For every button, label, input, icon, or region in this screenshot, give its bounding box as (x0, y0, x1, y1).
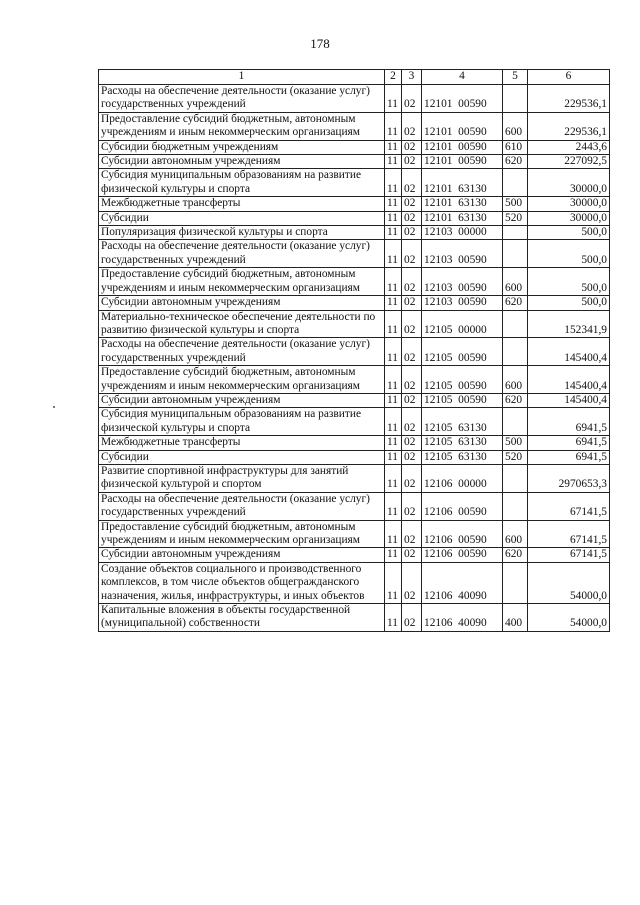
expense-name-cell: Субсидии автономным учреждениям (99, 393, 385, 407)
expense-name-cell: Субсидии (99, 211, 385, 225)
subsection-code-cell: 02 (402, 226, 422, 240)
section-code-cell: 11 (385, 155, 402, 169)
header-col-6: 6 (528, 70, 610, 85)
section-code-cell: 11 (385, 492, 402, 520)
table-row (99, 393, 610, 407)
budget-table (98, 69, 610, 632)
expense-name-cell: Субсидия муниципальным образованиям на развитие физической культуры и спорта (99, 408, 385, 436)
target-article-cell: 12101 00590 (422, 112, 503, 140)
amount-cell: 229536,1 (528, 85, 610, 113)
expense-type-cell (503, 169, 528, 197)
amount-cell: 30000,0 (528, 211, 610, 225)
subsection-code-cell: 02 (402, 112, 422, 140)
expense-name-cell: Предоставление субсидий бюджетным, автономным учреждениям и иным некоммерческим организациям (99, 366, 385, 394)
section-code-cell: 11 (385, 112, 402, 140)
amount-cell: 67141,5 (528, 548, 610, 562)
subsection-code-cell: 02 (402, 436, 422, 450)
expense-name-cell: Субсидии автономным учреждениям (99, 155, 385, 169)
table-header-row (99, 70, 610, 85)
amount-cell: 30000,0 (528, 169, 610, 197)
amount-cell: 2970653,3 (528, 464, 610, 492)
section-code-cell: 11 (385, 450, 402, 464)
expense-type-cell: 520 (503, 211, 528, 225)
subsection-code-cell: 02 (402, 548, 422, 562)
expense-type-cell: 620 (503, 155, 528, 169)
subsection-code-cell: 02 (402, 197, 422, 211)
expense-type-cell (503, 226, 528, 240)
subsection-code-cell: 02 (402, 520, 422, 548)
target-article-cell: 12106 40090 (422, 562, 503, 603)
section-code-cell: 11 (385, 393, 402, 407)
section-code-cell: 11 (385, 436, 402, 450)
table-row (99, 450, 610, 464)
table-row (99, 268, 610, 296)
subsection-code-cell: 02 (402, 296, 422, 310)
amount-cell: 30000,0 (528, 197, 610, 211)
subsection-code-cell: 02 (402, 393, 422, 407)
header-col-5: 5 (503, 70, 528, 85)
expense-type-cell (503, 408, 528, 436)
target-article-cell: 12105 63130 (422, 450, 503, 464)
subsection-code-cell: 02 (402, 408, 422, 436)
target-article-cell: 12106 00590 (422, 548, 503, 562)
subsection-code-cell: 02 (402, 338, 422, 366)
section-code-cell: 11 (385, 240, 402, 268)
section-code-cell: 11 (385, 140, 402, 154)
table-row (99, 155, 610, 169)
target-article-cell: 12105 63130 (422, 408, 503, 436)
table-row (99, 85, 610, 113)
section-code-cell: 11 (385, 310, 402, 338)
target-article-cell: 12101 63130 (422, 211, 503, 225)
table-row (99, 112, 610, 140)
subsection-code-cell: 02 (402, 268, 422, 296)
expense-type-cell (503, 85, 528, 113)
section-code-cell: 11 (385, 562, 402, 603)
expense-type-cell: 600 (503, 268, 528, 296)
expense-name-cell: Субсидии автономным учреждениям (99, 296, 385, 310)
subsection-code-cell: 02 (402, 310, 422, 338)
expense-type-cell: 600 (503, 112, 528, 140)
expense-type-cell: 500 (503, 436, 528, 450)
amount-cell: 54000,0 (528, 604, 610, 632)
expense-name-cell: Создание объектов социального и производственного комплексов, в том числе объектов общегражданского назначения, жилья, инфраструктуры, и иных объектов (99, 562, 385, 603)
expense-name-cell: Расходы на обеспечение деятельности (оказание услуг) государственных учреждений (99, 492, 385, 520)
section-code-cell: 11 (385, 408, 402, 436)
amount-cell: 2443,6 (528, 140, 610, 154)
amount-cell: 500,0 (528, 226, 610, 240)
expense-type-cell (503, 464, 528, 492)
section-code-cell: 11 (385, 197, 402, 211)
table-row (99, 338, 610, 366)
expense-name-cell: Субсидии (99, 450, 385, 464)
subsection-code-cell: 02 (402, 140, 422, 154)
target-article-cell: 12105 63130 (422, 436, 503, 450)
target-article-cell: 12101 63130 (422, 197, 503, 211)
subsection-code-cell: 02 (402, 211, 422, 225)
target-article-cell: 12106 00590 (422, 492, 503, 520)
table-row (99, 169, 610, 197)
section-code-cell: 11 (385, 548, 402, 562)
header-col-2: 2 (385, 70, 402, 85)
subsection-code-cell: 02 (402, 240, 422, 268)
table-row (99, 520, 610, 548)
table-row (99, 604, 610, 632)
expense-name-cell: Субсидия муниципальным образованиям на развитие физической культуры и спорта (99, 169, 385, 197)
amount-cell: 229536,1 (528, 112, 610, 140)
expense-name-cell: Межбюджетные трансферты (99, 436, 385, 450)
section-code-cell: 11 (385, 211, 402, 225)
amount-cell: 6941,5 (528, 436, 610, 450)
subsection-code-cell: 02 (402, 562, 422, 603)
section-code-cell: 11 (385, 268, 402, 296)
expense-name-cell: Развитие спортивной инфраструктуры для занятий физической культурой и спортом (99, 464, 385, 492)
subsection-code-cell: 02 (402, 85, 422, 113)
target-article-cell: 12105 00000 (422, 310, 503, 338)
expense-type-cell: 520 (503, 450, 528, 464)
target-article-cell: 12101 00590 (422, 85, 503, 113)
table-row (99, 310, 610, 338)
table-row (99, 548, 610, 562)
table-row (99, 366, 610, 394)
target-article-cell: 12105 00590 (422, 366, 503, 394)
expense-name-cell: Предоставление субсидий бюджетным, автономным учреждениям и иным некоммерческим организациям (99, 112, 385, 140)
subsection-code-cell: 02 (402, 604, 422, 632)
expense-type-cell: 620 (503, 296, 528, 310)
target-article-cell: 12103 00000 (422, 226, 503, 240)
target-article-cell: 12101 00590 (422, 155, 503, 169)
expense-type-cell: 400 (503, 604, 528, 632)
table-row (99, 226, 610, 240)
target-article-cell: 12103 00590 (422, 296, 503, 310)
table-row (99, 492, 610, 520)
expense-name-cell: Популяризация физической культуры и спорта (99, 226, 385, 240)
expense-type-cell: 600 (503, 366, 528, 394)
target-article-cell: 12105 00590 (422, 338, 503, 366)
target-article-cell: 12106 00000 (422, 464, 503, 492)
amount-cell: 500,0 (528, 240, 610, 268)
page-number: 178 (310, 36, 330, 51)
section-code-cell: 11 (385, 226, 402, 240)
section-code-cell: 11 (385, 296, 402, 310)
subsection-code-cell: 02 (402, 155, 422, 169)
table-row (99, 408, 610, 436)
expense-name-cell: Расходы на обеспечение деятельности (оказание услуг) государственных учреждений (99, 240, 385, 268)
amount-cell: 67141,5 (528, 520, 610, 548)
section-code-cell: 11 (385, 338, 402, 366)
expense-type-cell: 620 (503, 393, 528, 407)
target-article-cell: 12105 00590 (422, 393, 503, 407)
target-article-cell: 12101 00590 (422, 140, 503, 154)
expense-type-cell: 600 (503, 520, 528, 548)
expense-name-cell: Субсидии бюджетным учреждениям (99, 140, 385, 154)
amount-cell: 145400,4 (528, 393, 610, 407)
section-code-cell: 11 (385, 520, 402, 548)
expense-name-cell: Материально-техническое обеспечение деятельности по развитию физической культуры и спорта (99, 310, 385, 338)
expense-type-cell (503, 492, 528, 520)
table-row (99, 464, 610, 492)
expense-name-cell: Капитальные вложения в объекты государственной (муниципальной) собственности (99, 604, 385, 632)
amount-cell: 6941,5 (528, 408, 610, 436)
target-article-cell: 12103 00590 (422, 240, 503, 268)
expense-type-cell (503, 240, 528, 268)
subsection-code-cell: 02 (402, 366, 422, 394)
table-row (99, 436, 610, 450)
expense-name-cell: Предоставление субсидий бюджетным, автономным учреждениям и иным некоммерческим организациям (99, 520, 385, 548)
table-row (99, 211, 610, 225)
header-col-1: 1 (99, 70, 385, 85)
table-row (99, 296, 610, 310)
expense-name-cell: Субсидии автономным учреждениям (99, 548, 385, 562)
subsection-code-cell: 02 (402, 450, 422, 464)
target-article-cell: 12103 00590 (422, 268, 503, 296)
expense-type-cell: 620 (503, 548, 528, 562)
section-code-cell: 11 (385, 464, 402, 492)
amount-cell: 145400,4 (528, 366, 610, 394)
expense-type-cell (503, 562, 528, 603)
expense-type-cell (503, 338, 528, 366)
section-code-cell: 11 (385, 604, 402, 632)
scan-speck (53, 406, 55, 408)
table-row (99, 197, 610, 211)
table-row (99, 140, 610, 154)
amount-cell: 227092,5 (528, 155, 610, 169)
target-article-cell: 12106 00590 (422, 520, 503, 548)
amount-cell: 500,0 (528, 296, 610, 310)
section-code-cell: 11 (385, 85, 402, 113)
budget-table-body (99, 70, 610, 632)
expense-type-cell: 500 (503, 197, 528, 211)
amount-cell: 152341,9 (528, 310, 610, 338)
expense-type-cell (503, 310, 528, 338)
target-article-cell: 12101 63130 (422, 169, 503, 197)
target-article-cell: 12106 40090 (422, 604, 503, 632)
header-col-3: 3 (402, 70, 422, 85)
amount-cell: 6941,5 (528, 450, 610, 464)
table-row (99, 562, 610, 603)
amount-cell: 54000,0 (528, 562, 610, 603)
expense-type-cell: 610 (503, 140, 528, 154)
subsection-code-cell: 02 (402, 464, 422, 492)
amount-cell: 145400,4 (528, 338, 610, 366)
expense-name-cell: Расходы на обеспечение деятельности (оказание услуг) государственных учреждений (99, 338, 385, 366)
amount-cell: 500,0 (528, 268, 610, 296)
subsection-code-cell: 02 (402, 169, 422, 197)
amount-cell: 67141,5 (528, 492, 610, 520)
expense-name-cell: Предоставление субсидий бюджетным, автономным учреждениям и иным некоммерческим организациям (99, 268, 385, 296)
section-code-cell: 11 (385, 366, 402, 394)
header-col-4: 4 (422, 70, 503, 85)
section-code-cell: 11 (385, 169, 402, 197)
subsection-code-cell: 02 (402, 492, 422, 520)
table-row (99, 240, 610, 268)
expense-name-cell: Расходы на обеспечение деятельности (оказание услуг) государственных учреждений (99, 85, 385, 113)
expense-name-cell: Межбюджетные трансферты (99, 197, 385, 211)
